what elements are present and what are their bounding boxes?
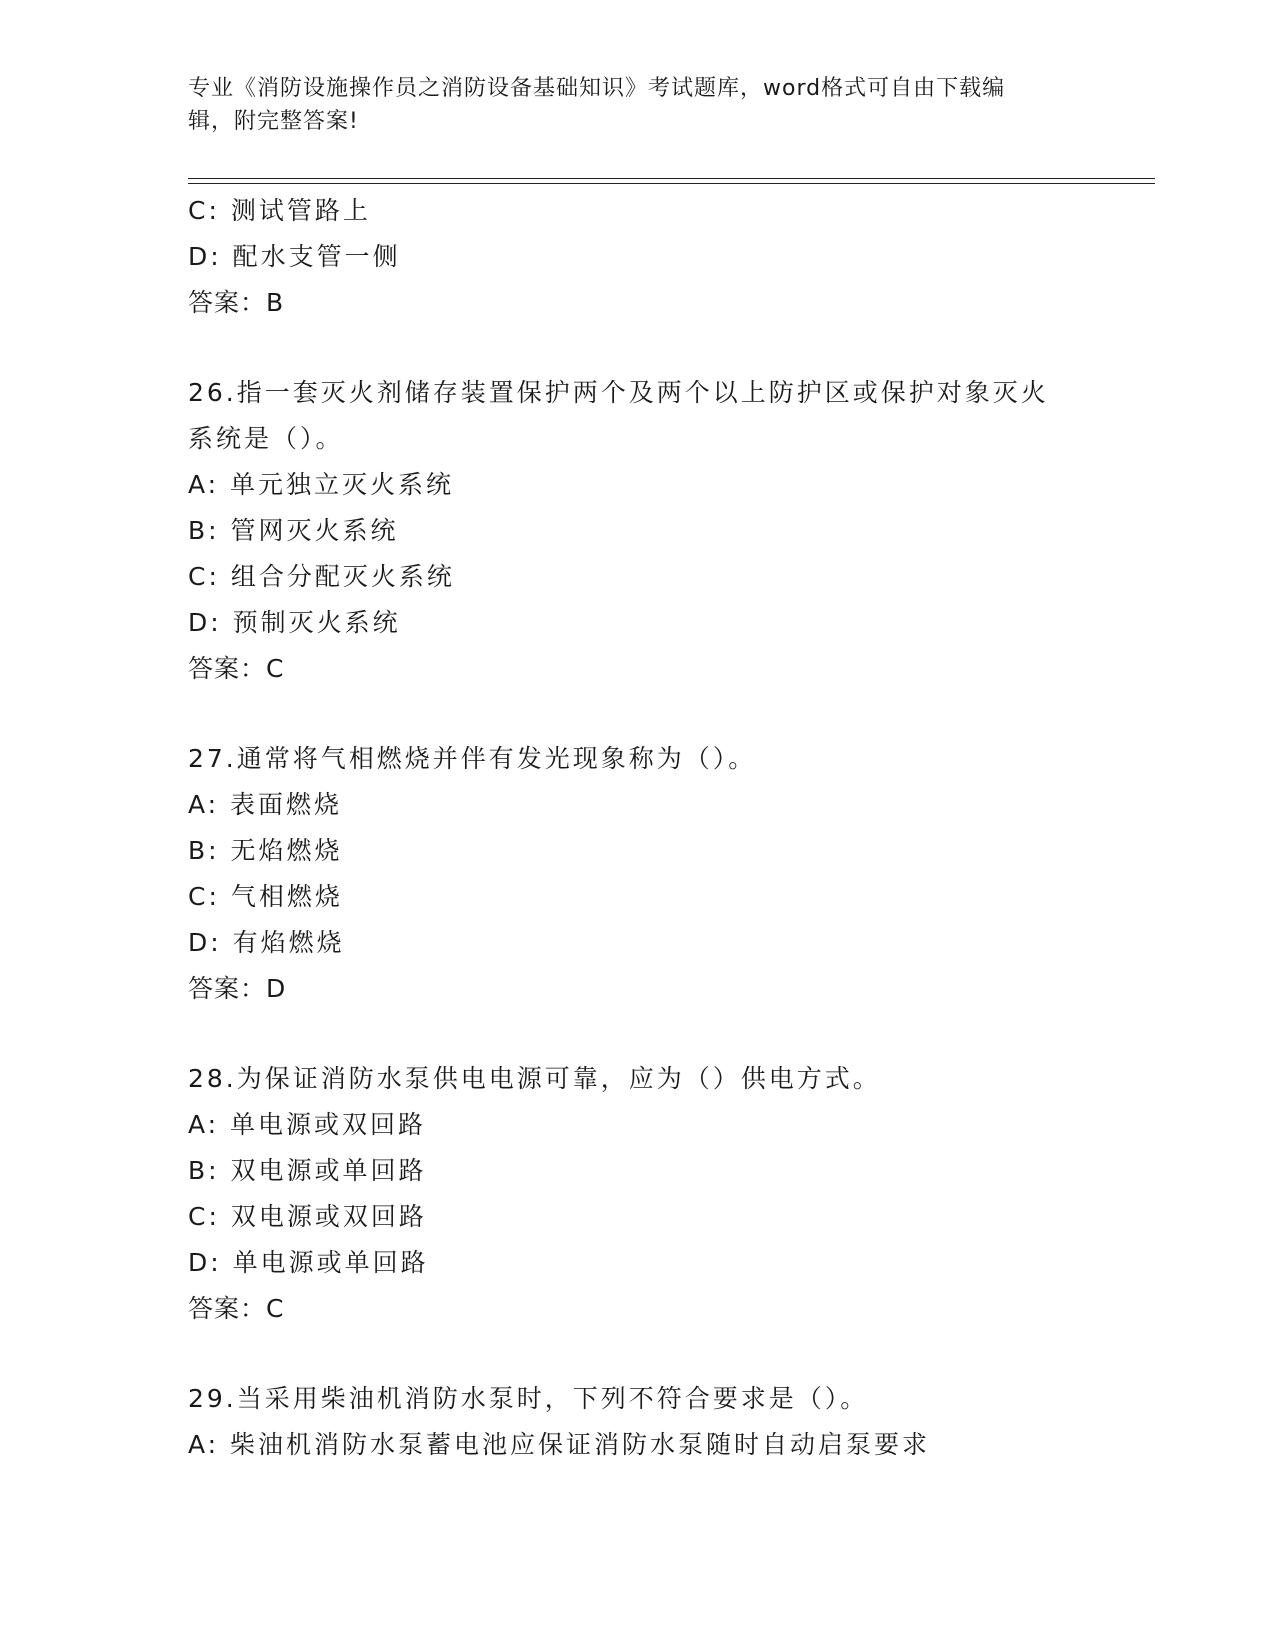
answer-line: 答案：C [188, 1294, 285, 1323]
question-28 [188, 1056, 1088, 1332]
question-29 [188, 1376, 1088, 1468]
header-line-2: 辑，附完整答案! [188, 109, 359, 134]
spacer [188, 1332, 1088, 1376]
question-25-tail [188, 188, 1088, 326]
question-stem: 26.指一套灭火剂储存装置保护两个及两个以上防护区或保护对象灭火 [188, 378, 1049, 407]
document-header [188, 72, 1078, 138]
option-a: A: 单元独立灭火系统 [188, 470, 455, 499]
header-divider-top [188, 178, 1155, 179]
option-c: C: 双电源或双回路 [188, 1202, 427, 1231]
option-b: B: 双电源或单回路 [188, 1156, 427, 1185]
answer-line: 答案：D [188, 974, 287, 1003]
question-content [188, 188, 1088, 1468]
question-stem: 27.通常将气相燃烧并伴有发光现象称为（）。 [188, 744, 757, 773]
option-a: A: 柴油机消防水泵蓄电池应保证消防水泵随时自动启泵要求 [188, 1430, 931, 1459]
option-d: D: 单电源或单回路 [188, 1248, 429, 1277]
option-c: C: 气相燃烧 [188, 882, 343, 911]
option-a: A: 单电源或双回路 [188, 1110, 427, 1139]
option-d: D: 有焰燃烧 [188, 928, 345, 957]
option-d: D: 配水支管一侧 [188, 242, 401, 271]
header-line-1: 专业《消防设施操作员之消防设备基础知识》考试题库，word格式可自由下载编 [188, 76, 1006, 101]
spacer [188, 326, 1088, 370]
spacer [188, 692, 1088, 736]
option-c: C: 测试管路上 [188, 196, 371, 225]
question-stem: 29.当采用柴油机消防水泵时，下列不符合要求是（）。 [188, 1384, 869, 1413]
option-b: B: 无焰燃烧 [188, 836, 343, 865]
question-stem-continued: 系统是（）。 [188, 424, 344, 453]
option-b: B: 管网灭火系统 [188, 516, 399, 545]
option-d: D: 预制灭火系统 [188, 608, 401, 637]
answer-line: 答案：B [188, 288, 285, 317]
answer-line: 答案：C [188, 654, 285, 683]
option-c: C: 组合分配灭火系统 [188, 562, 455, 591]
spacer [188, 1012, 1088, 1056]
question-stem: 28.为保证消防水泵供电电源可靠，应为（）供电方式。 [188, 1064, 881, 1093]
question-27 [188, 736, 1088, 1012]
option-a: A: 表面燃烧 [188, 790, 343, 819]
question-26 [188, 370, 1088, 692]
header-divider-bottom [188, 183, 1155, 184]
